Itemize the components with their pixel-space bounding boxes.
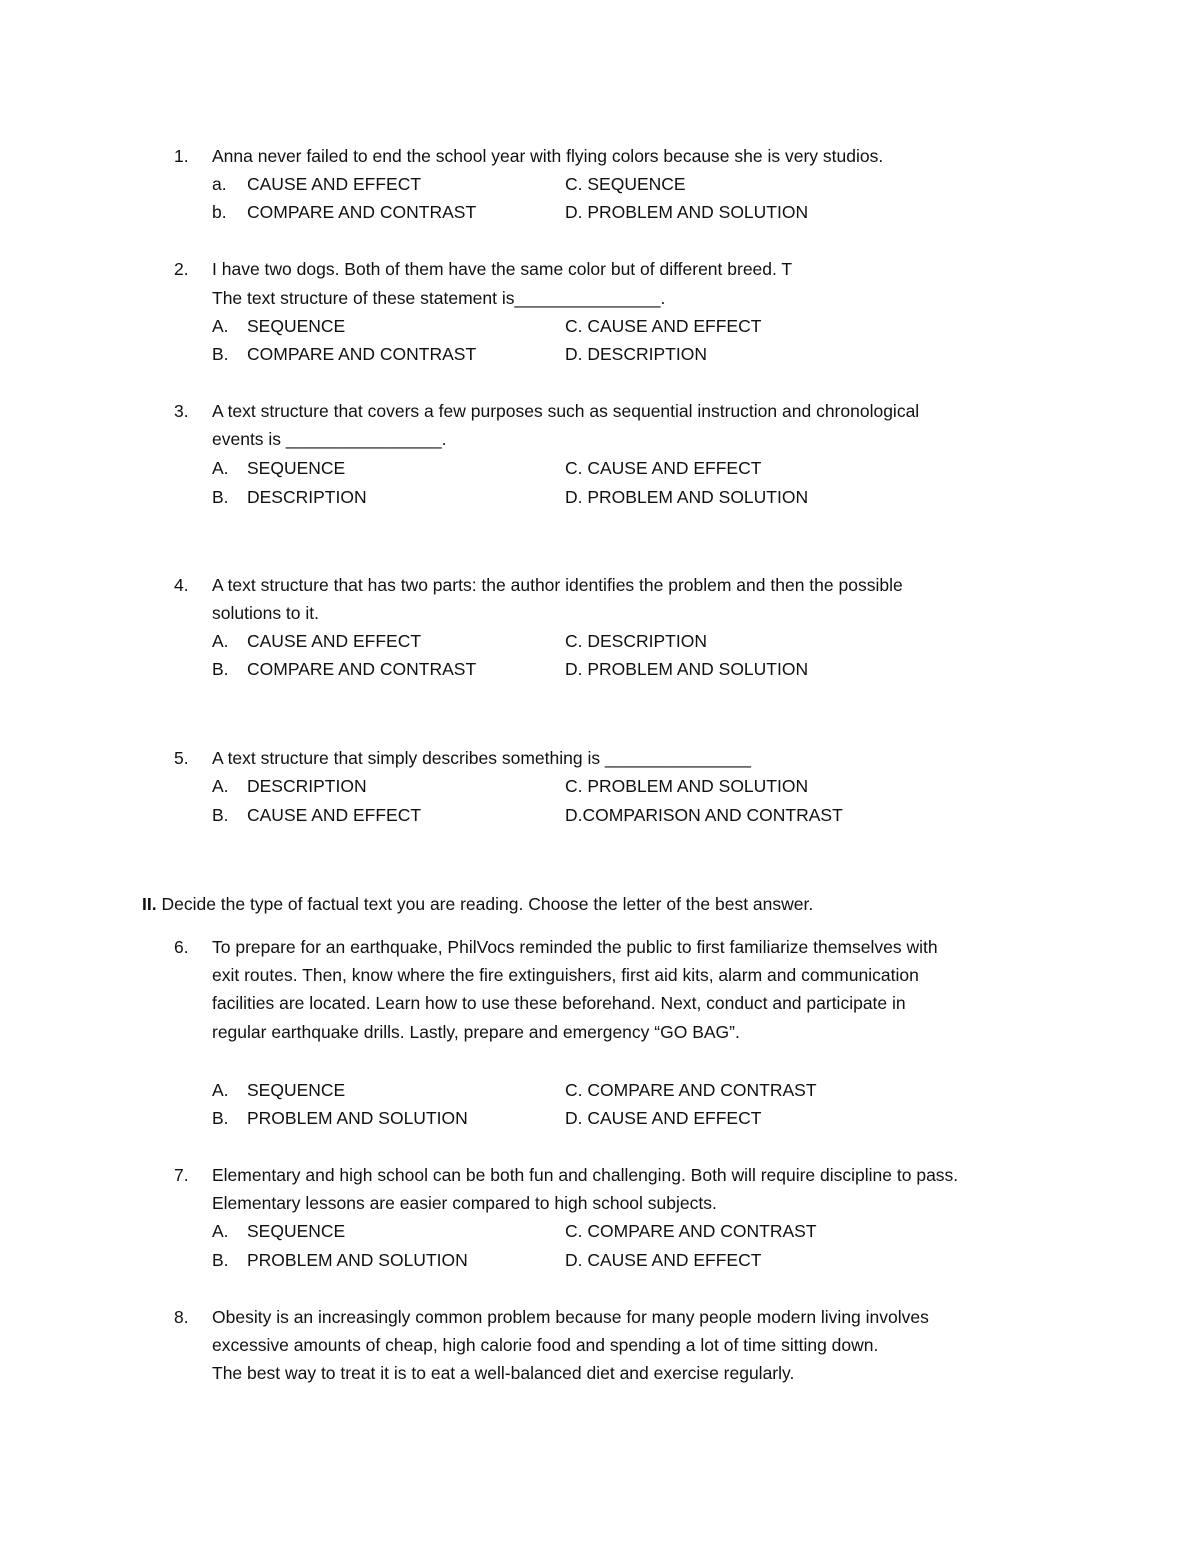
option-letter: A. bbox=[212, 776, 229, 796]
option-text: COMPARE AND CONTRAST bbox=[247, 202, 477, 222]
question-text: regular earthquake drills. Lastly, prepare and emergency “GO BAG”. bbox=[212, 1022, 740, 1042]
question-text: Elementary and high school can be both fun and challenging. Both will require discipline to pass. bbox=[212, 1165, 959, 1185]
option-text: C. SEQUENCE bbox=[565, 174, 686, 194]
option-text: SEQUENCE bbox=[247, 458, 346, 478]
option-text: CAUSE AND EFFECT bbox=[247, 174, 422, 194]
option-text: C. PROBLEM AND SOLUTION bbox=[565, 776, 809, 796]
question-text: I have two dogs. Both of them have the same color but of different breed. T bbox=[212, 259, 793, 279]
option-text: D. PROBLEM AND SOLUTION bbox=[565, 487, 809, 507]
section-label: II. bbox=[142, 894, 157, 914]
option-text: CAUSE AND EFFECT bbox=[247, 805, 422, 825]
question-text: Elementary lessons are easier compared to high school subjects. bbox=[212, 1193, 717, 1213]
section-instruction bbox=[142, 893, 813, 915]
option-text: C. DESCRIPTION bbox=[565, 631, 707, 651]
option-letter: B. bbox=[212, 344, 229, 364]
option-letter: B. bbox=[212, 1108, 229, 1128]
option-text: PROBLEM AND SOLUTION bbox=[247, 1250, 468, 1270]
question-number: 3. bbox=[174, 401, 189, 421]
question-text: A text structure that has two parts: the author identifies the problem and then the possible bbox=[212, 575, 903, 595]
option-letter: a. bbox=[212, 174, 227, 194]
option-text: SEQUENCE bbox=[247, 1080, 346, 1100]
option-letter: A. bbox=[212, 458, 229, 478]
section-instruction-text: Decide the type of factual text you are reading. Choose the letter of the best answer. bbox=[156, 894, 814, 914]
option-text: DESCRIPTION bbox=[247, 487, 367, 507]
question-number: 7. bbox=[174, 1165, 189, 1185]
option-text: D. CAUSE AND EFFECT bbox=[565, 1108, 762, 1128]
option-text: D. DESCRIPTION bbox=[565, 344, 707, 364]
option-letter: A. bbox=[212, 631, 229, 651]
option-text: D. CAUSE AND EFFECT bbox=[565, 1250, 762, 1270]
question-text: The best way to treat it is to eat a well-balanced diet and exercise regularly. bbox=[212, 1363, 795, 1383]
option-text: C. CAUSE AND EFFECT bbox=[565, 316, 762, 336]
question-text: Anna never failed to end the school year with flying colors because she is very studios. bbox=[212, 146, 884, 166]
question-text: exit routes. Then, know where the fire extinguishers, first aid kits, alarm and communication bbox=[212, 965, 919, 985]
option-letter: B. bbox=[212, 805, 229, 825]
option-text: COMPARE AND CONTRAST bbox=[247, 659, 477, 679]
option-text: DESCRIPTION bbox=[247, 776, 367, 796]
question-text: A text structure that covers a few purposes such as sequential instruction and chronological bbox=[212, 401, 920, 421]
question-number: 1. bbox=[174, 146, 189, 166]
question-text: Obesity is an increasingly common problem because for many people modern living involves bbox=[212, 1307, 929, 1327]
question-number: 2. bbox=[174, 259, 189, 279]
option-text: CAUSE AND EFFECT bbox=[247, 631, 422, 651]
option-text: SEQUENCE bbox=[247, 1221, 346, 1241]
question-text: events is ________________. bbox=[212, 429, 447, 449]
option-letter: A. bbox=[212, 316, 229, 336]
option-text: SEQUENCE bbox=[247, 316, 346, 336]
question-number: 6. bbox=[174, 937, 189, 957]
question-number: 5. bbox=[174, 748, 189, 768]
option-text: D.COMPARISON AND CONTRAST bbox=[565, 805, 843, 825]
question-number: 8. bbox=[174, 1307, 189, 1327]
question-text: facilities are located. Learn how to use these beforehand. Next, conduct and participate in bbox=[212, 993, 906, 1013]
option-text: C. CAUSE AND EFFECT bbox=[565, 458, 762, 478]
option-letter: B. bbox=[212, 1250, 229, 1270]
option-text: C. COMPARE AND CONTRAST bbox=[565, 1080, 817, 1100]
option-letter: b. bbox=[212, 202, 227, 222]
option-text: D. PROBLEM AND SOLUTION bbox=[565, 202, 809, 222]
question-text: The text structure of these statement is_______________. bbox=[212, 288, 666, 308]
option-letter: B. bbox=[212, 659, 229, 679]
question-text: solutions to it. bbox=[212, 603, 319, 623]
option-text: COMPARE AND CONTRAST bbox=[247, 344, 477, 364]
question-text: excessive amounts of cheap, high calorie food and spending a lot of time sitting down. bbox=[212, 1335, 879, 1355]
option-text: C. COMPARE AND CONTRAST bbox=[565, 1221, 817, 1241]
option-letter: A. bbox=[212, 1221, 229, 1241]
question-text: To prepare for an earthquake, PhilVocs reminded the public to first familiarize themselves with bbox=[212, 937, 938, 957]
question-number: 4. bbox=[174, 575, 189, 595]
question-text: A text structure that simply describes something is _______________ bbox=[212, 748, 751, 768]
option-text: PROBLEM AND SOLUTION bbox=[247, 1108, 468, 1128]
option-letter: A. bbox=[212, 1080, 229, 1100]
option-text: D. PROBLEM AND SOLUTION bbox=[565, 659, 809, 679]
option-letter: B. bbox=[212, 487, 229, 507]
